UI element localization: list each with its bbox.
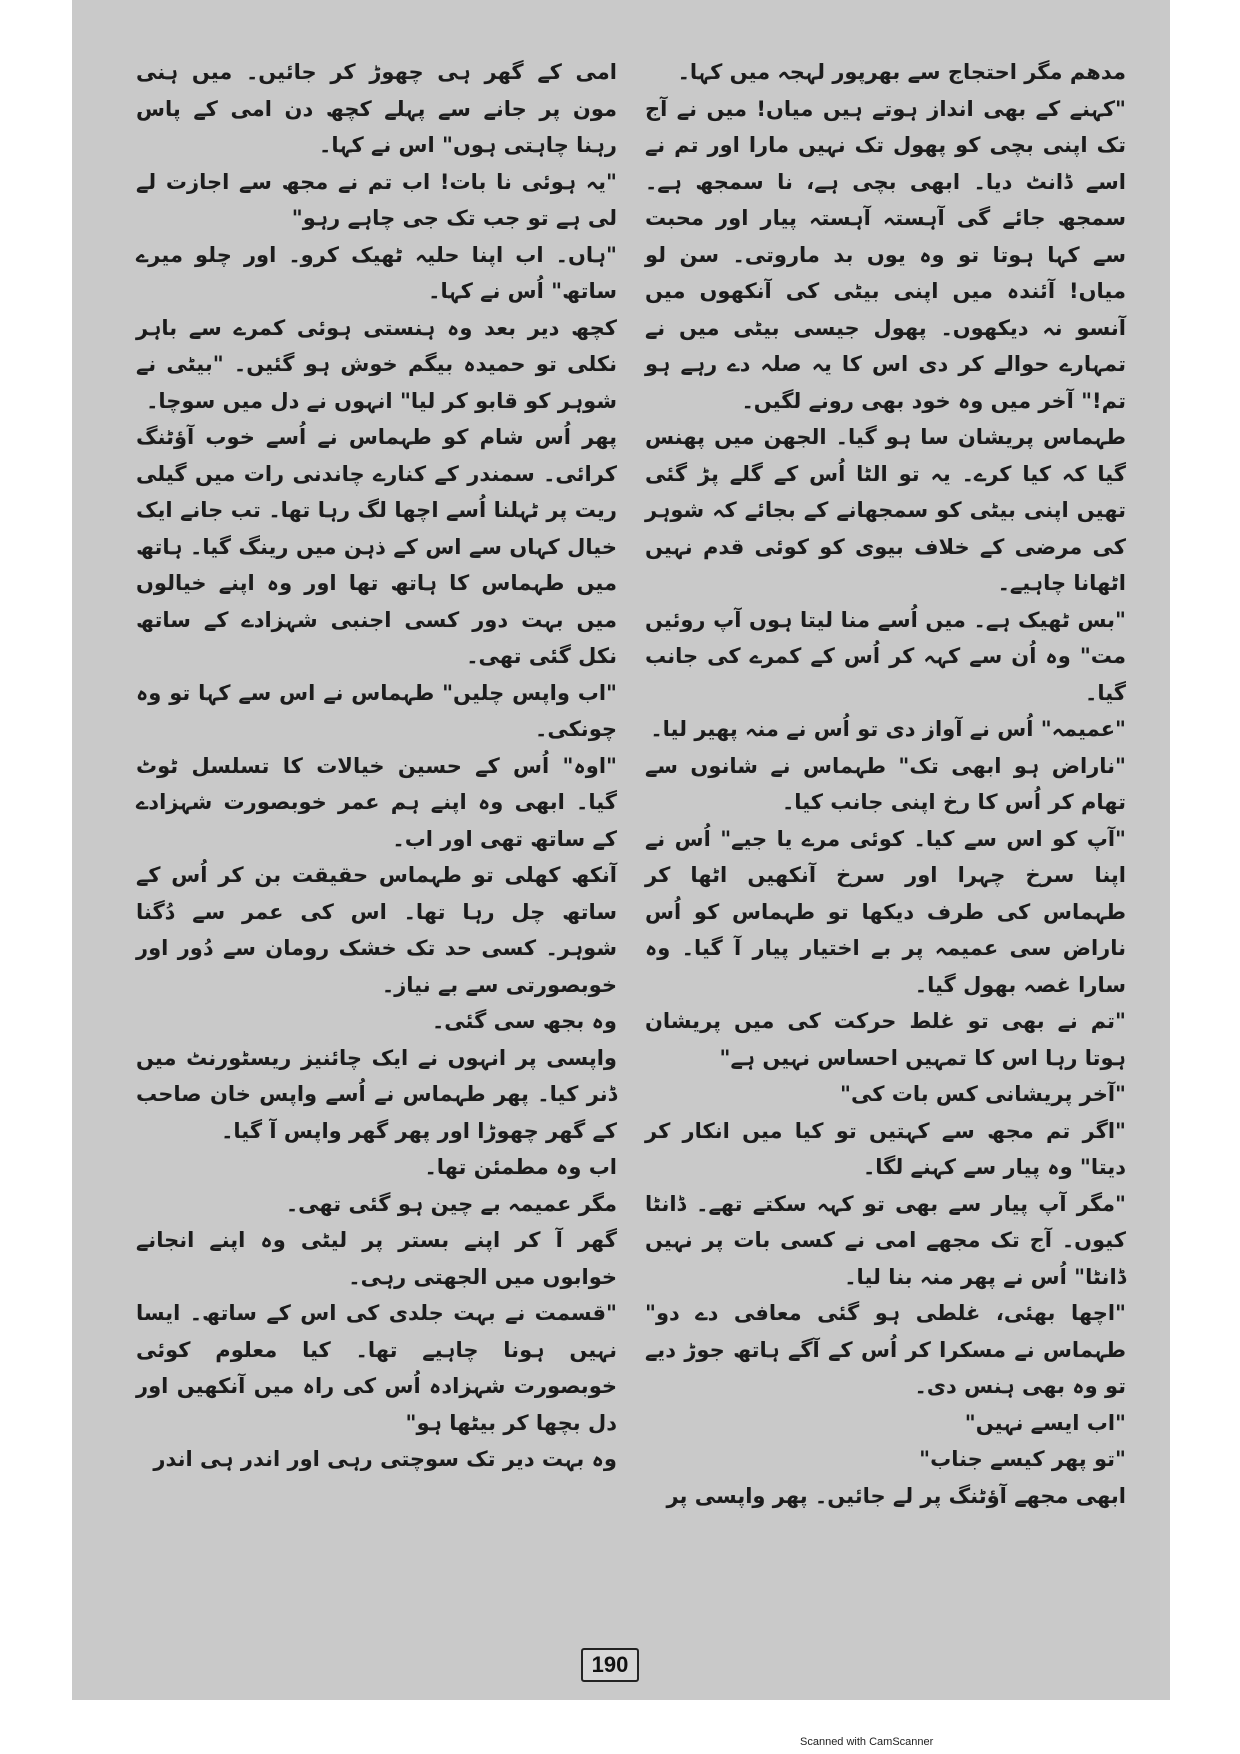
paragraph: "قسمت نے بہت جلدی کی اس کے ساتھ۔ ایسا نہیں ہونا چاہیے تھا۔ کیا معلوم کوئی خوبصورت شہزادہ اُس کی راہ میں آنکھیں اور دل بچھا کر بیٹھا ہو" (136, 1301, 617, 1435)
paragraph: آنکھ کھلی تو طہماس حقیقت بن کر اُس کے ساتھ چل رہا تھا۔ اس کی عمر سے دُگنا شوہر۔ کسی حد تک خشک رومان سے دُور اور خوبصورتی سے بے نیاز۔ (136, 863, 617, 997)
page-number: 190 (581, 1648, 639, 1682)
paragraph: "آپ کو اس سے کیا۔ کوئی مرے یا جیے" اُس نے اپنا سرخ چہرا اور سرخ آنکھیں اٹھا کر طہماس کی طرف دیکھا تو طہماس کو اُس ناراض سی عمیمہ پر بے اختیار پیار آ گیا۔ وہ سارا غصہ بھول گیا۔ (645, 826, 1126, 997)
paragraph: مدھم مگر احتجاج سے بھرپور لہجہ میں کہا۔ (677, 60, 1126, 84)
paragraph: پھر اُس شام کو طہماس نے اُسے خوب آؤٹنگ کرائی۔ سمندر کے کنارے چاندنی رات میں گیلی ریت پر ٹہلنا اُسے اچھا لگ رہا تھا۔ تب جانے ایک خیال کہاں سے اس کے ذہن میں رینگ گیا۔ ہاتھ میں طہماس کا ہاتھ تھا اور وہ اپنے خیالوں میں بہت دور کسی اجنبی شہزادے کے ساتھ نکل گئی تھی۔ (136, 425, 617, 668)
paragraph: وہ بہت دیر تک سوچتی رہی اور اندر ہی اندر (153, 1447, 617, 1471)
paragraph: "آخر پریشانی کس بات کی" (840, 1082, 1126, 1106)
right-text-column (645, 54, 1126, 1614)
paragraph: "کہنے کے بھی انداز ہوتے ہیں میاں! میں نے آج تک اپنی بچی کو پھول تک نہیں مارا اور تم نے اسے ڈانٹ دیا۔ ابھی بچی ہے، نا سمجھ ہے۔ سمجھ جائے گی آہستہ آہستہ پیار اور محبت سے کہا ہوتا تو وہ یوں بد ماروتی۔ سن لو میاں! آئندہ میں اپنی بیٹی کی آنکھوں میں آنسو نہ دیکھوں۔ پھول جیسی بیٹی میں نے تمہارے حوالے کر دی اس کا یہ صلہ دے رہے ہو تم!" آخر میں وہ خود بھی رونے لگیں۔ (645, 96, 1126, 413)
paragraph: وہ بجھ سی گئی۔ (431, 1009, 617, 1033)
paragraph: کچھ دیر بعد وہ ہنستی ہوئی کمرے سے باہر نکلی تو حمیدہ بیگم خوش ہو گئیں۔ "بیٹی نے شوہر کو قابو کر لیا" انہوں نے دل میں سوچا۔ (136, 315, 617, 413)
book-page (72, 0, 1170, 1700)
paragraph: "تو پھر کیسے جناب" (919, 1447, 1126, 1471)
paragraph: اب وہ مطمئن تھا۔ (424, 1155, 617, 1179)
paragraph: "یہ ہوئی نا بات! اب تم نے مجھ سے اجازت لے لی ہے تو جب تک جی چاہے رہو" (136, 169, 617, 230)
left-text-column (136, 54, 617, 1614)
paragraph: "اب ایسے نہیں" (964, 1410, 1126, 1435)
paragraph: طہماس پریشان سا ہو گیا۔ الجھن میں پھنس گیا کہ کیا کرے۔ یہ تو الٹا اُس کے گلے پڑ گئی تھیں اپنی بیٹی کو سمجھانے کے بجائے کہ شوہر کی مرضی کے خلاف بیوی کو کوئی قدم نہیں اٹھانا چاہیے۔ (645, 425, 1126, 595)
paragraph: "بس ٹھیک ہے۔ میں اُسے منا لیتا ہوں آپ روئیں مت" وہ اُن سے کہہ کر اُس کے کمرے کی جانب گیا۔ (645, 607, 1126, 705)
paragraph: "اگر تم مجھ سے کہتیں تو کیا میں انکار کر دیتا" وہ پیار سے کہنے لگا۔ (645, 1118, 1126, 1179)
paragraph: "مگر آپ پیار سے بھی تو کہہ سکتے تھے۔ ڈانٹا کیوں۔ آج تک مجھے امی نے کسی بات پر نہیں ڈانٹا" اُس نے پھر منہ بنا لیا۔ (645, 1191, 1126, 1289)
paragraph: مگر عمیمہ بے چین ہو گئی تھی۔ (285, 1191, 617, 1216)
paragraph: گھر آ کر اپنے بستر پر لیٹی وہ اپنے انجانے خوابوں میں الجھتی رہی۔ (136, 1228, 617, 1289)
paragraph: "اوہ" اُس کے حسین خیالات کا تسلسل ٹوٹ گیا۔ ابھی وہ اپنے ہم عمر خوبصورت شہزادے کے ساتھ تھی اور اب۔ (136, 753, 617, 851)
paragraph: "ناراض ہو ابھی تک" طہماس نے شانوں سے تھام کر اُس کا رخ اپنی جانب کیا۔ (645, 753, 1126, 814)
paragraph: "عمیمہ" اُس نے آواز دی تو اُس نے منہ پھیر لیا۔ (650, 717, 1126, 741)
paragraph: واپسی پر انہوں نے ایک چائنیز ریسٹورنٹ میں ڈنر کیا۔ پھر طہماس نے اُسے واپس خان صاحب کے گھر چھوڑا اور پھر گھر واپس آ گیا۔ (136, 1045, 617, 1143)
paragraph: ابھی مجھے آؤٹنگ پر لے جائیں۔ پھر واپسی پر (666, 1483, 1126, 1508)
scanner-watermark: Scanned with CamScanner (800, 1736, 934, 1748)
paragraph: "اچھا بھئی، غلطی ہو گئی معافی دے دو" طہماس نے مسکرا کر اُس کے آگے ہاتھ جوڑ دیے تو وہ بھی ہنس دی۔ (645, 1301, 1126, 1398)
paragraph: امی کے گھر ہی چھوڑ کر جائیں۔ میں ہنی مون پر جانے سے پہلے کچھ دن امی کے پاس رہنا چاہتی ہوں" اس نے کہا۔ (136, 60, 617, 157)
paragraph: "تم نے بھی تو غلط حرکت کی میں پریشان ہوتا رہا اس کا تمہیں احساس نہیں ہے" (645, 1009, 1126, 1070)
text-columns (72, 54, 1170, 1614)
paragraph: "ہاں۔ اب اپنا حلیہ ٹھیک کرو۔ اور چلو میرے ساتھ" اُس نے کہا۔ (136, 242, 617, 303)
paragraph: "اب واپس چلیں" طہماس نے اس سے کہا تو وہ چونکی۔ (136, 680, 617, 741)
